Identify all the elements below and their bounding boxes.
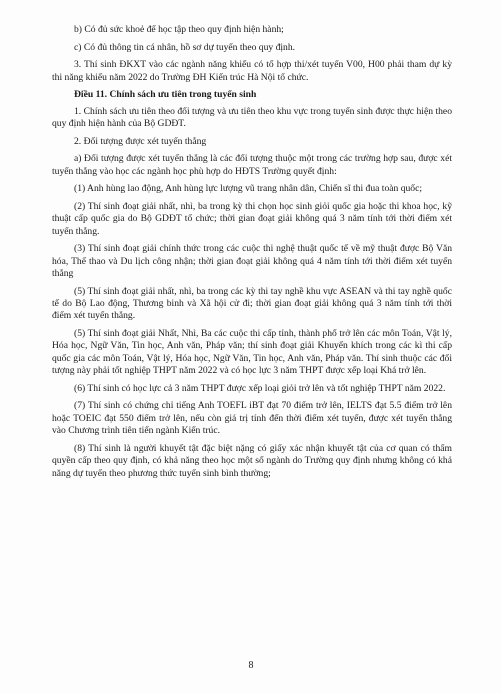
paragraph: (7) Thí sinh có chứng chỉ tiếng Anh TOEFL iBT đạt 70 điểm trở lên, IELTS đạt 5.5 điểm trở lên hoặc TOEIC đạt 550 điểm trở lên, nếu còn giá trị tính đến thời điểm xét tuyển, được xét tuyển thẳng vào Chương trình tiên tiến ngành Kiến trúc.: [52, 400, 452, 437]
document-body: [52, 24, 452, 485]
paragraph: a) Đối tượng được xét tuyển thẳng là các đối tượng thuộc một trong các trường hợp sau, được xét tuyển thẳng vào học các ngành học phù hợp do HĐTS Trường quyết định:: [52, 153, 452, 177]
paragraph: (2) Thí sinh đoạt giải nhất, nhì, ba trong kỳ thi chọn học sinh giỏi quốc gia hoặc thi khoa học, kỹ thuật cấp quốc gia do Bộ GDĐT tổ chức; thời gian đoạt giải không quá 3 năm tính tới thời điểm xét tuyển thẳng.: [52, 200, 452, 237]
paragraph: c) Có đủ thông tin cá nhân, hồ sơ dự tuyển theo quy định.: [74, 41, 296, 53]
paragraph: (3) Thí sinh đoạt giải chính thức trong các cuộc thi nghệ thuật quốc tế về mỹ thuật được Bộ Văn hóa, Thể thao và Du lịch công nhận; thời gian đoạt giải không quá 4 năm tính tới thời điểm xét tuyển thẳng: [52, 243, 452, 279]
paragraph: 3. Thí sinh ĐKXT vào các ngành năng khiếu có tổ hợp thi/xét tuyển V00, H00 phải tham dự kỳ thi năng khiếu năm 2022 do Trường ĐH Kiến trúc Hà Nội tổ chức.: [52, 59, 452, 83]
paragraph: (5) Thí sinh đoạt giải nhất, nhì, ba trong các kỳ thi tay nghề khu vực ASEAN và thi tay nghề quốc tế do Bộ Lao động, Thương binh và Xã hội cử đi; thời gian đoạt giải không quá 3 năm tính tới thời điểm xét tuyển thẳng.: [52, 285, 452, 322]
paragraph: 1. Chính sách ưu tiên theo đối tượng và ưu tiên theo khu vực trong tuyển sinh được thực hiện theo quy định hiện hành của Bộ GDĐT.: [52, 105, 452, 129]
paragraph: b) Có đủ sức khoẻ để học tập theo quy định hiện hành;: [74, 24, 284, 35]
paragraph: 2. Đối tượng được xét tuyển thẳng: [74, 135, 207, 147]
page-number: 8: [248, 660, 254, 671]
paragraph: (5) Thí sinh đoạt giải Nhất, Nhì, Ba các cuộc thi cấp tỉnh, thành phố trở lên các môn Toán, Vật lý, Hóa học, Ngữ Văn, Tin học, Anh văn, Pháp văn; thí sinh đoạt giải Khuyến khích trong các kì thi cấp quốc gia các môn Toán, Vật lý, Hóa học, Ngữ Văn, Tin học, Anh văn, Pháp văn. Thí sinh thuộc các đối tượng này phải tốt nghiệp THPT năm 2022 và có học lực 3 năm THPT được xếp loại Khá trở lên.: [52, 328, 452, 377]
paragraph: (6) Thí sinh có học lực cả 3 năm THPT được xếp loại giỏi trở lên và tốt nghiệp THPT năm 2022.: [74, 382, 446, 394]
paragraph: (1) Anh hùng lao động, Anh hùng lực lượng vũ trang nhân dân, Chiến sĩ thi đua toàn quốc;: [74, 183, 423, 195]
section-heading: Điều 11. Chính sách ưu tiên trong tuyển sinh: [74, 89, 257, 101]
paragraph: (8) Thí sinh là người khuyết tật đặc biệt nặng có giấy xác nhận khuyết tật của cơ quan có thẩm quyền cấp theo quy định, có khả năng theo học một số ngành do Trường quy định nhưng không có khả năng dự tuyển theo phương thức tuyển sinh bình thường;: [52, 442, 452, 479]
